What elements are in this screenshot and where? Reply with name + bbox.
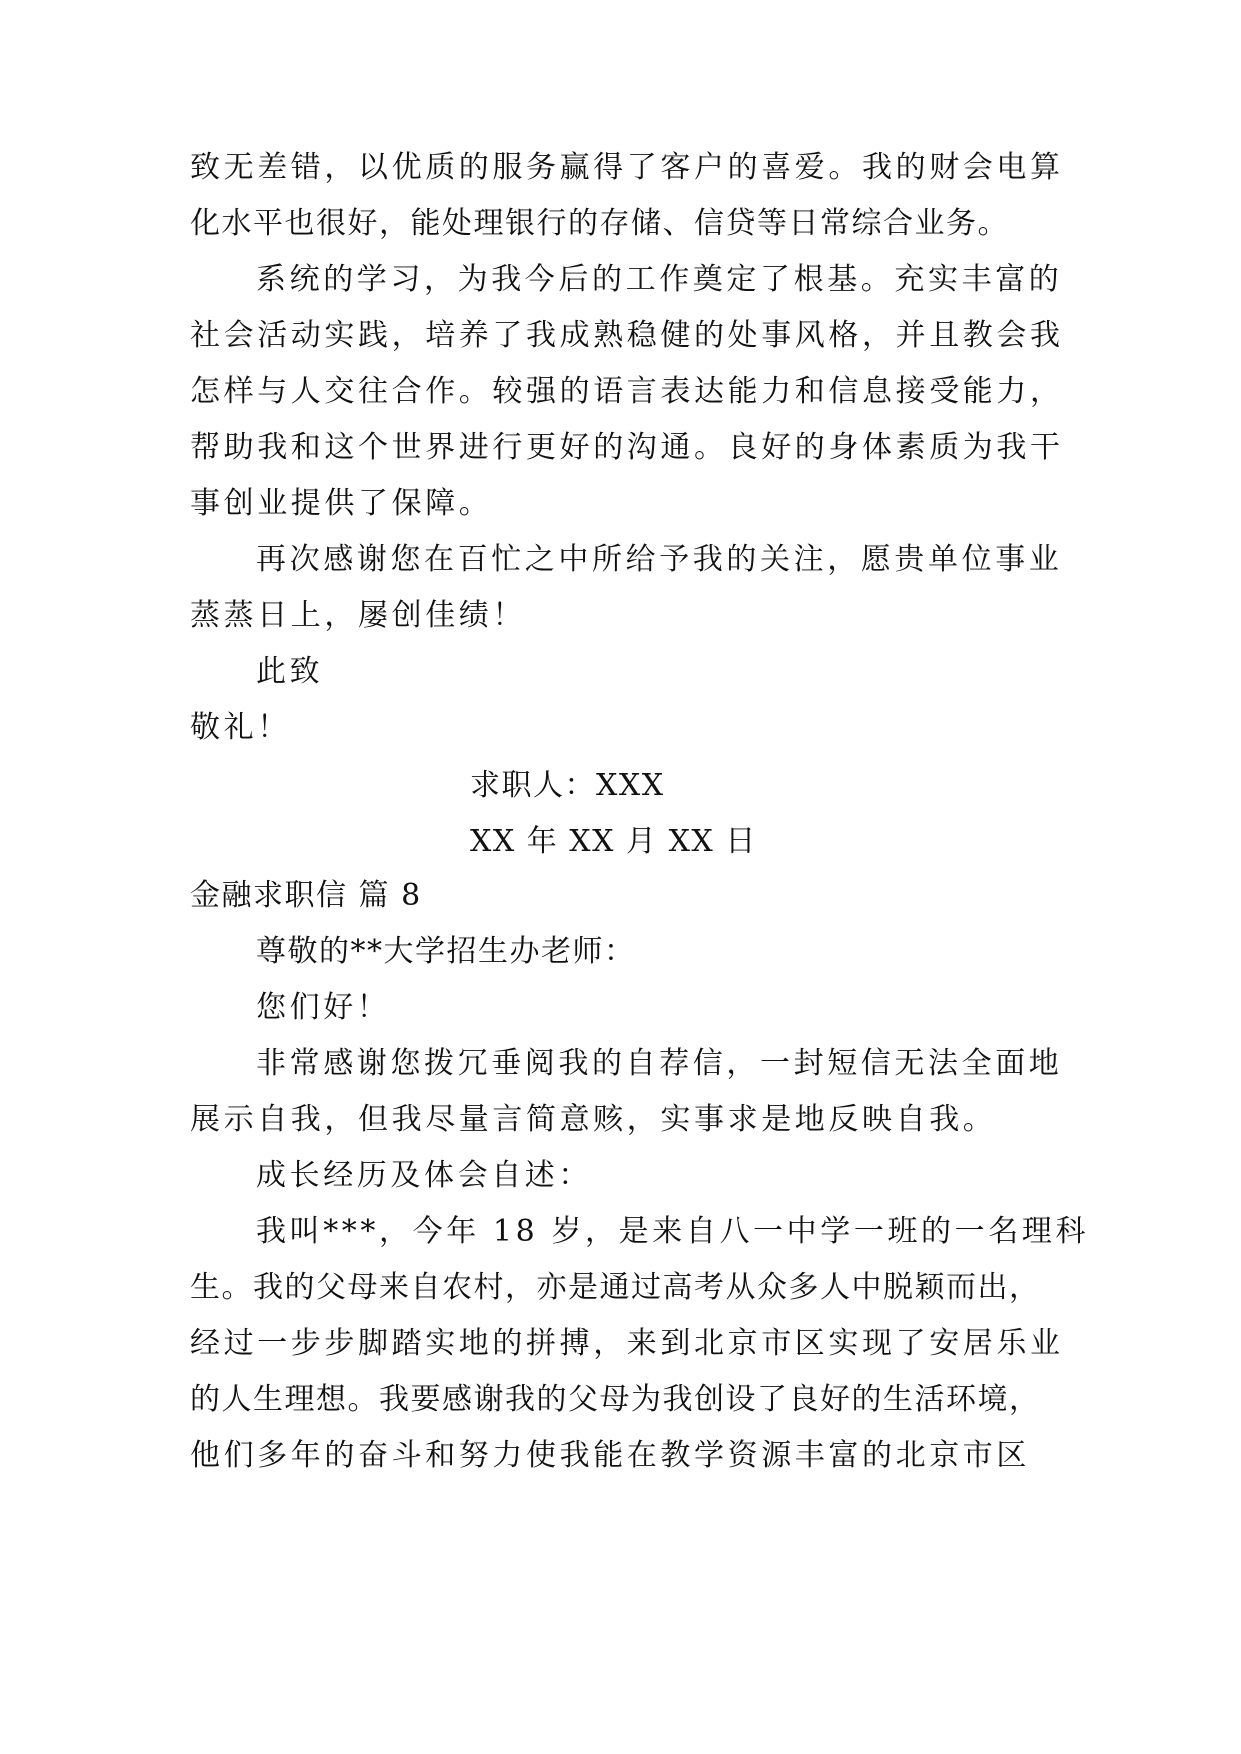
paragraph-line: 的人生理想。我要感谢我的父母为我创设了良好的生活环境，	[190, 1382, 1041, 1417]
paragraph-line: 生。我的父母来自农村，亦是通过高考从众多人中脱颖而出，	[190, 1270, 1041, 1305]
paragraph-line: 他们多年的奋斗和努力使我能在教学资源丰富的北京市区	[190, 1438, 1030, 1473]
paragraph-line: 再次感谢您在百忙之中所给予我的关注，愿贵单位事业	[256, 542, 1063, 577]
paragraph-line: 怎样与人交往合作。较强的语言表达能力和信息接受能力，	[190, 374, 1064, 409]
paragraph-line: 经过一步步脚踏实地的拼搏，来到北京市区实现了安居乐业	[190, 1326, 1064, 1361]
closing-ci-zhi: 此致	[256, 654, 324, 689]
paragraph-line: 事创业提供了保障。	[190, 486, 493, 521]
signature-applicant: 求职人：XXX	[470, 768, 665, 803]
closing-jing-li: 敬礼！	[190, 710, 291, 745]
paragraph-line: 化水平也很好，能处理银行的存储、信贷等日常综合业务。	[190, 206, 1009, 241]
paragraph-line: 展示自我，但我尽量言简意赅，实事求是地反映自我。	[190, 1102, 997, 1137]
paragraph-line: 帮助我和这个世界进行更好的沟通。良好的身体素质为我干	[190, 430, 1064, 465]
section-heading: 金融求职信 篇 8	[190, 878, 422, 913]
letter-subheading: 成长经历及体会自述：	[256, 1158, 592, 1193]
paragraph-line: 蒸蒸日上，屡创佳绩！	[190, 598, 526, 633]
paragraph-line: 致无差错，以优质的服务赢得了客户的喜爱。我的财会电算	[190, 150, 1064, 185]
paragraph-line: 非常感谢您拨冗垂阅我的自荐信，一封短信无法全面地	[256, 1046, 1063, 1081]
paragraph-line: 系统的学习，为我今后的工作奠定了根基。充实丰富的	[256, 262, 1063, 297]
paragraph-line: 我叫***，今年 18 岁，是来自八一中学一班的一名理科	[256, 1214, 1090, 1249]
paragraph-line: 社会活动实践，培养了我成熟稳健的处事风格，并且教会我	[190, 318, 1064, 353]
letter-salutation: 尊敬的**大学招生办老师：	[256, 934, 636, 969]
signature-date: XX 年 XX 月 XX 日	[470, 824, 757, 859]
letter-greeting: 您们好！	[256, 990, 391, 1025]
